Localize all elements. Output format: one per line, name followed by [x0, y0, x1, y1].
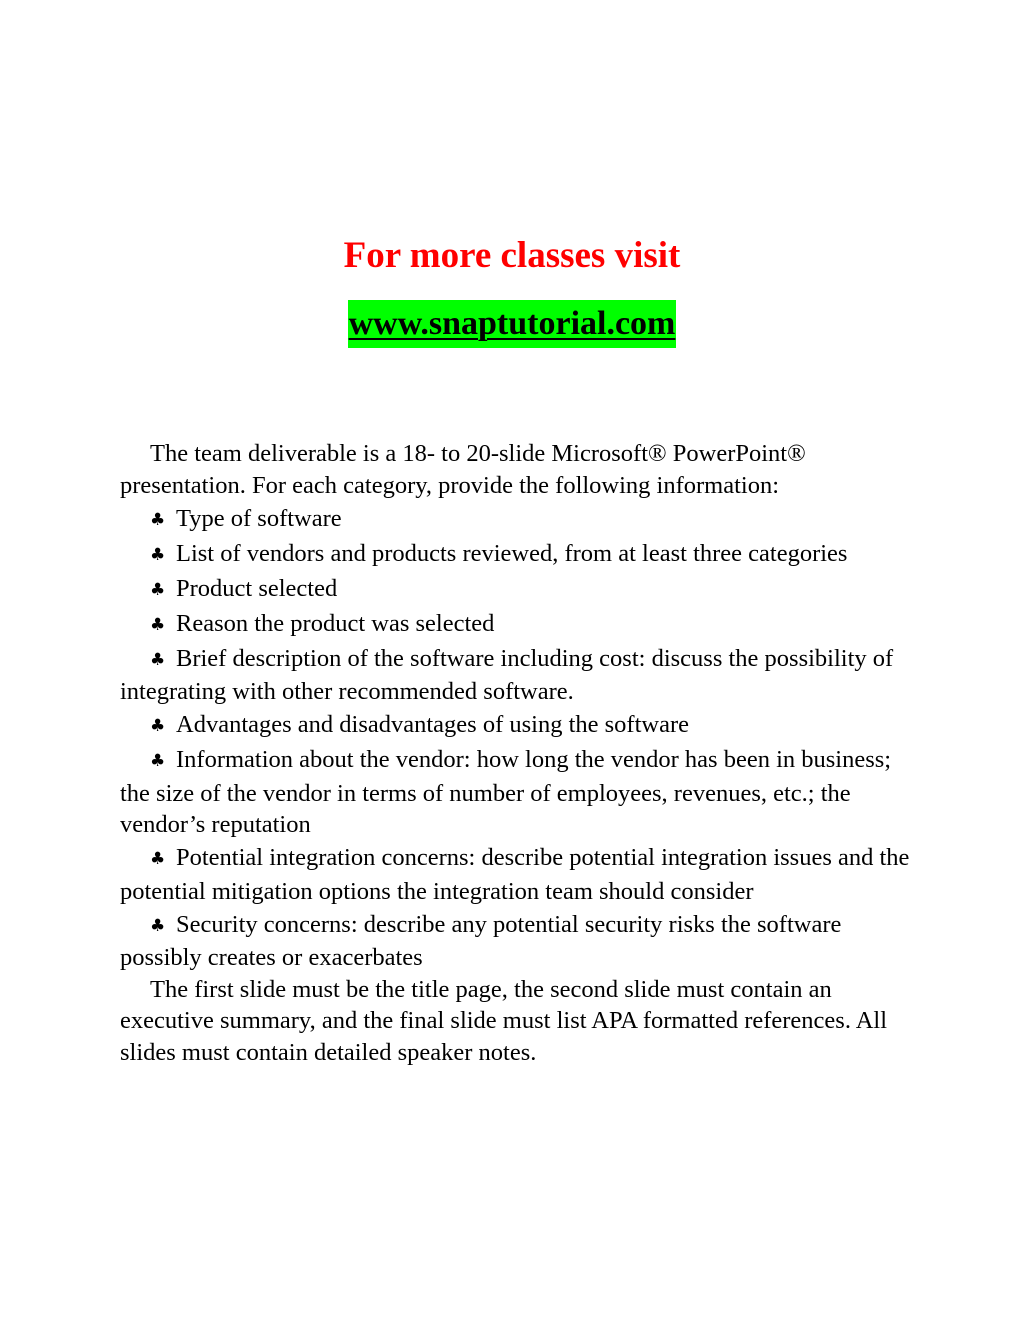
bullet-item: [120, 842, 920, 907]
bullet-item: [120, 643, 920, 708]
club-suit-icon: ♣: [150, 751, 166, 771]
bullet-text: Reason the product was selected: [176, 609, 495, 637]
bullet-item: [120, 909, 920, 974]
assignment-body: [120, 438, 920, 1068]
club-suit-icon: ♣: [150, 544, 166, 565]
bullet-item: [120, 709, 920, 743]
bullet-text: Information about the vendor: how long the vendor has been in business; the size of the vendor in terms of number of employees, revenues, etc.; the vendor’s reputation: [120, 746, 892, 838]
website-link[interactable]: www.snaptutorial.com: [348, 300, 677, 348]
intro-paragraph: The team deliverable is a 18- to 20-slide Microsoft® PowerPoint® presentation. For each category, provide the following information:: [120, 440, 806, 499]
club-suit-icon: ♣: [150, 915, 166, 936]
club-suit-icon: ♣: [150, 849, 166, 869]
closing-paragraph: The first slide must be the title page, the second slide must contain an executive summary, and the final slide must list APA formatted references. All slides must contain detailed speaker notes.: [120, 975, 888, 1066]
club-suit-icon: ♣: [150, 509, 166, 530]
bullet-text: Product selected: [176, 574, 338, 602]
bullet-text: Brief description of the software including cost: discuss the possibility of integrating with other recommended software.: [120, 644, 894, 705]
club-suit-icon: ♣: [150, 614, 166, 635]
club-suit-icon: ♣: [150, 649, 166, 670]
bullet-text: Security concerns: describe any potential security risks the software possibly creates or exacerbates: [120, 910, 842, 971]
bullet-text: Potential integration concerns: describe potential integration issues and the potential mitigation options the integration team should consider: [120, 844, 910, 905]
bullet-text: Advantages and disadvantages of using the software: [176, 711, 689, 738]
bullet-item: [120, 573, 920, 607]
bullet-text: List of vendors and products reviewed, from at least three categories: [176, 539, 848, 567]
bullet-item: [120, 538, 920, 572]
bullet-item: [120, 744, 920, 841]
website-link-container: [0, 300, 1024, 348]
club-suit-icon: ♣: [150, 716, 166, 736]
club-suit-icon: ♣: [150, 579, 166, 600]
bullet-text: Type of software: [176, 504, 342, 532]
bullet-item: [120, 503, 920, 537]
page-title: For more classes visit: [343, 235, 681, 276]
bullet-item: [120, 608, 920, 642]
